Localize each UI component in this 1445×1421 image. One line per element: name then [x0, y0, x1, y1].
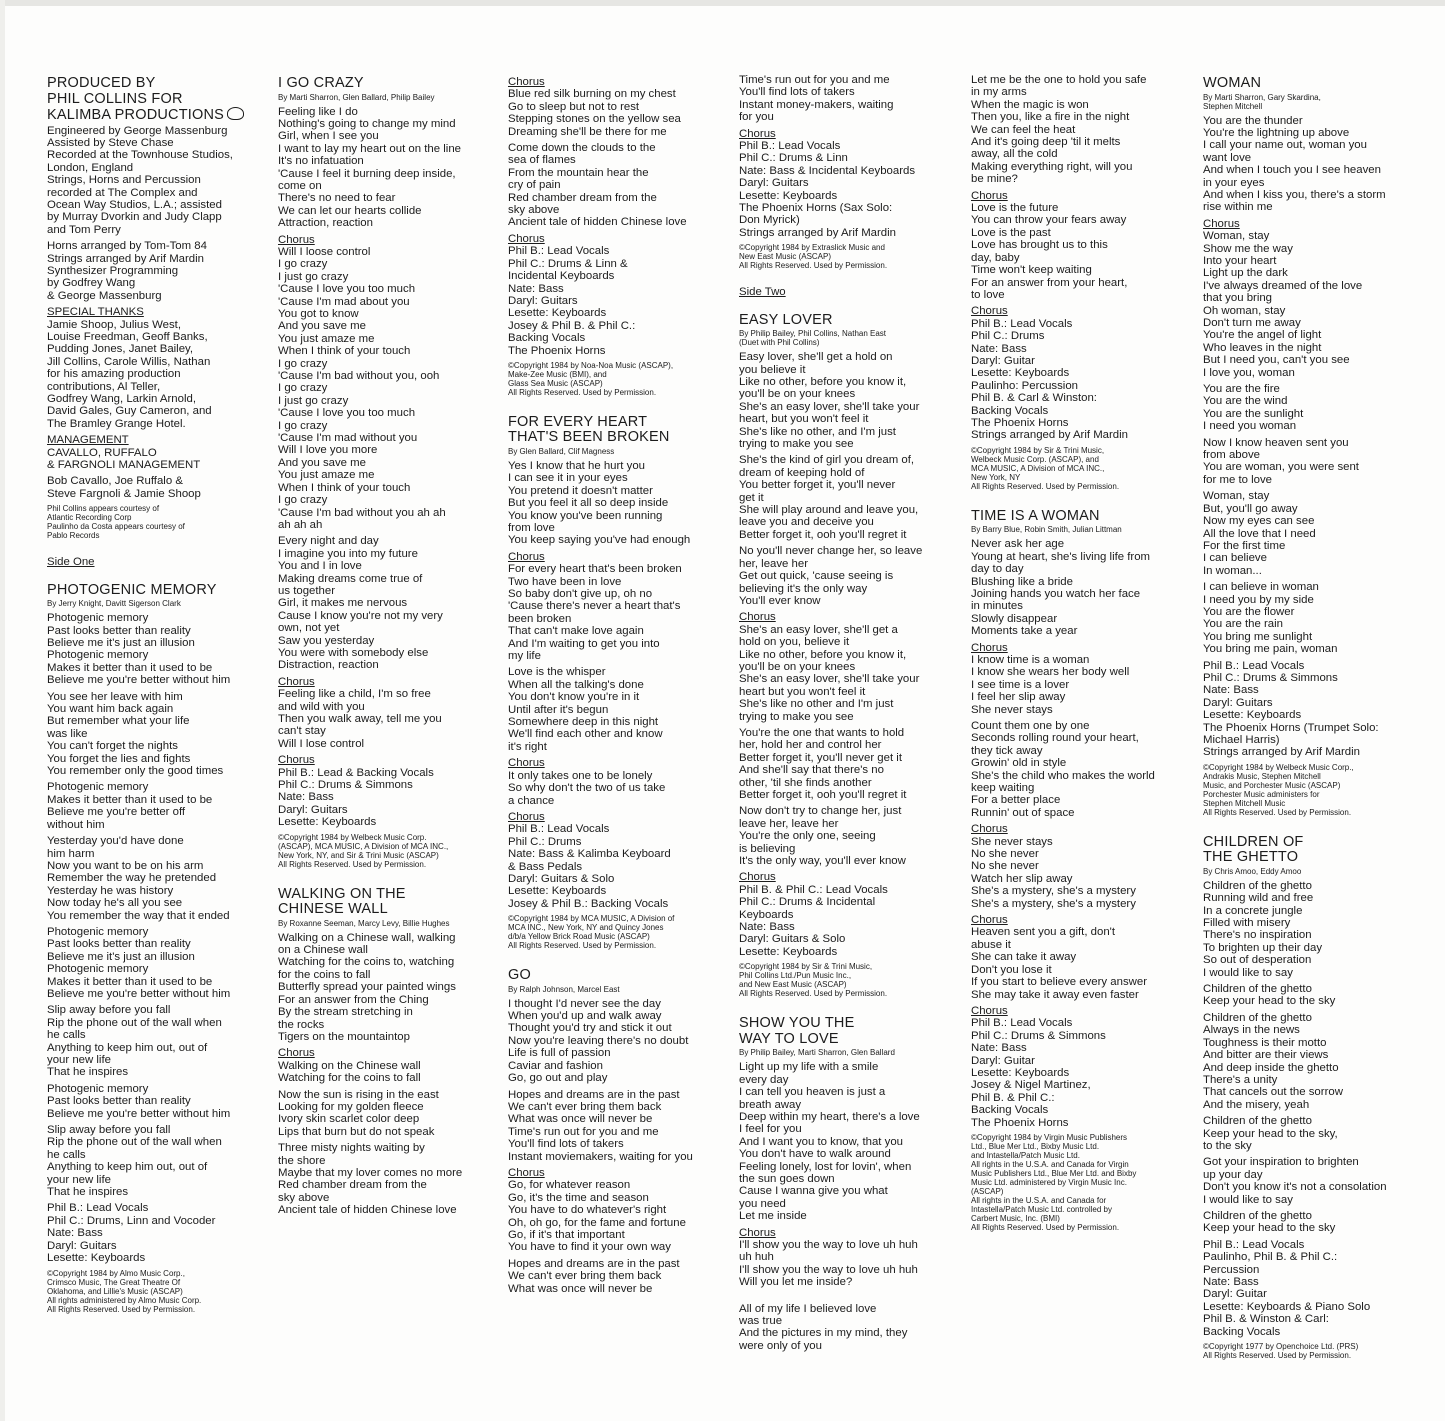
- songwriter-credit-text: By Glen Ballard, Clif Magness: [508, 446, 615, 456]
- lyric-stanza: [508, 563, 720, 662]
- lyric-stanza-text: Phil B.: Lead & Backing Vocals Phil C.: Drums & Simmons Nate: Bass Daryl: Guitars Lesette: Keyboards: [278, 766, 434, 829]
- lyric-stanza-text: Phil B.: Lead Vocals Phil C.: Drums & Linn Nate: Bass & Incidental Keyboards Daryl: Guitars Lesette: Keyboards The Phoenix Horns (Sax Solo: Don Myrick) Strings arranged by Arif Mardin: [739, 140, 916, 239]
- lyric-stanza: [1203, 660, 1415, 759]
- lyric-stanza-text: Love is the whisper When all the talking's done You don't know you're in it Until after it's begun Somewhere deep in this night We'll find each other and know it's right: [508, 666, 663, 753]
- lyric-stanza: [739, 1303, 951, 1353]
- lyric-stanza: [971, 720, 1183, 819]
- song-title-text: CHILDREN OF THE GHETTO: [1203, 833, 1304, 866]
- spacer: [739, 1004, 951, 1014]
- lyric-stanza: [971, 1017, 1183, 1129]
- song-title-text: FOR EVERY HEART THAT'S BEEN BROKEN: [508, 413, 670, 446]
- section-label-text: Chorus: [739, 1226, 776, 1239]
- song-title-text: EASY LOVER: [739, 311, 833, 328]
- lyric-stanza: [508, 823, 720, 910]
- spacer: [739, 1293, 951, 1303]
- lyric-stanza: [47, 1124, 259, 1198]
- songwriter-credit: [1203, 867, 1415, 876]
- lyric-stanza-text: For every heart that's been broken Two have been in love So baby don't give up, oh no 'Cause there's never a heart that's been broken That can't make love again And I'm waiting to get you into my life: [508, 563, 682, 663]
- section-label-text: Chorus: [508, 1166, 545, 1179]
- lyric-stanza-text: Let me be the one to hold you safe in my arms When the magic is won Then you, like a fire in the night We can feel the heat And it's going deep 'til it melts away, all the cold Making everything right, will you be mine?: [971, 74, 1147, 186]
- column-3: [508, 74, 720, 1414]
- section-label: [739, 1227, 951, 1239]
- side-label: [47, 556, 259, 568]
- copyright-notice-text: ©Copyright 1984 by Sir & Trini Music, Phil Collins Ltd./Pun Music Inc., and New East Music (ASCAP) All Rights Reserved. Used by Permission.: [739, 962, 888, 999]
- lyric-stanza-text: Children of the ghetto Keep your head to the sky: [1203, 983, 1336, 1008]
- lyric-stanza-text: Heaven sent you a gift, don't abuse it She can take it away Don't you lose it If you start to believe every answer She may take it away even faster: [971, 926, 1148, 1001]
- lyric-stanza: [47, 447, 259, 472]
- song-title: [739, 313, 951, 329]
- lyric-stanza-text: Count them one by one Seconds rolling round your heart, they tick away Growin' old in style She's the child who makes the world keep waiting For a better place Runnin' out of space: [971, 719, 1155, 819]
- lyric-stanza: [47, 319, 259, 431]
- song-title: [508, 968, 720, 984]
- lyric-stanza-text: No you'll never change her, so leave her, leave her Get out quick, 'cause seeing is believing it's the only way You'll ever know: [739, 545, 923, 607]
- copyright-notice-text: ©Copyright 1984 by Noa-Noa Music (ASCAP), Make-Zee Music (BMI), and Glass Sea Music (ASCAP) All Rights Reserved. Used by Permission.: [508, 360, 674, 397]
- lyric-stanza-text: Feeling like I do Nothing's going to change my mind Girl, when I see you I want to lay my heart out on the line It's no infatuation 'Cause I feel it burning deep inside, come on There's no need to fear We can let our hearts collide Attraction, reaction: [278, 105, 461, 230]
- section-label-text: Chorus: [1203, 217, 1240, 230]
- section-label-text: Chorus: [508, 550, 545, 563]
- lyric-stanza: [47, 125, 259, 237]
- spacer: [971, 497, 1183, 507]
- lyric-stanza-text: Got your inspiration to brighten up your day Don't you know it's not a consolation I would like to say: [1203, 1156, 1387, 1206]
- spacer: [508, 956, 720, 966]
- lyric-stanza-text: Phil B.: Lead Vocals Phil C.: Drums Nate: Bass Daryl: Guitar Lesette: Keyboards Paulinho: Percussion Phil B. & Carl & Winston: Backing Vocals The Phoenix Horns Strings arranged by Arif Mardin: [971, 317, 1129, 442]
- lyric-stanza: [47, 612, 259, 686]
- lyric-stanza: [739, 884, 951, 958]
- lyric-stanza: [47, 835, 259, 922]
- lyric-stanza-text: Phil B. & Phil C.: Lead Vocals Phil C.: Drums & Incidental Keyboards Nate: Bass Daryl: Guitars & Solo Lesette: Keyboards: [739, 883, 888, 958]
- lyric-stanza-text: Slip away before you fall Rip the phone out of the wall when he calls Anything to keep him out, out of your new life That he inspires: [47, 1004, 222, 1079]
- songwriter-credit: [508, 447, 720, 456]
- song-title: [278, 887, 490, 918]
- lyric-stanza: [1203, 1012, 1415, 1111]
- songwriter-credit: [47, 599, 259, 608]
- section-label: [508, 233, 720, 245]
- section-label-text: Chorus: [971, 641, 1008, 654]
- copyright-notice-text: Phil Collins appears courtesy of Atlantic Recording Corp Paulinho da Costa appears courtesy of Pablo Records: [47, 504, 185, 541]
- section-label-text: Chorus: [739, 871, 776, 884]
- lyric-stanza: [47, 781, 259, 831]
- lyric-stanza-text: Photogenic memory Past looks better than reality Believe me you're better without him: [47, 1082, 231, 1120]
- lyric-stanza: [739, 805, 951, 867]
- song-title-text: WOMAN: [1203, 75, 1262, 91]
- lyric-stanza-text: Bob Cavallo, Joe Ruffalo & Steve Fargnoli & Jamie Shoop: [47, 475, 201, 500]
- songwriter-credit-text: By Chris Amoo, Eddy Amoo: [1203, 866, 1302, 876]
- column-1: [47, 74, 259, 1414]
- lyric-stanza-text: Photogenic memory Past looks better than reality Believe me it's just an illusion Photogenic memory Makes it better than it used to be Believe me you're better without him: [47, 612, 231, 687]
- lyric-stanza-text: I know time is a woman I know she wears her body well I see time is a lover I feel her slip away She never stays: [971, 653, 1130, 716]
- lyric-stanza: [47, 926, 259, 1000]
- lyric-stanza: [508, 88, 720, 138]
- lyric-stanza-text: Phil B.: Lead Vocals Phil C.: Drums Nate: Bass & Kalimba Keyboard & Bass Pedals Daryl: Guitars & Solo Lesette: Keyboards Josey & Phil B.: Backing Vocals: [508, 823, 671, 910]
- section-label-text: Chorus: [278, 675, 315, 688]
- lyric-stanza-text: Children of the ghetto Keep your head to the sky, to the sky: [1203, 1115, 1338, 1152]
- column-4: [739, 74, 951, 1414]
- song-title-text: PHOTOGENIC MEMORY: [47, 581, 217, 598]
- lyric-stanza-text: She never stays No she never No she never Watch her slip away She's a mystery, she's a mystery She's a mystery, she's a mystery: [971, 835, 1136, 910]
- song-title: [1203, 835, 1415, 866]
- lyric-stanza-text: Feeling like a child, I'm so free and wild with you Then you walk away, tell me you can't stay Will I lose control: [278, 688, 442, 750]
- lyric-stanza-text: Photogenic memory Makes it better than it used to be Believe me you're better off without him: [47, 781, 213, 831]
- copyright-notice-text: ©Copyright 1984 by Welbeck Music Corp., Andrakis Music, Stephen Mitchell Music, and Porchester Music (ASCAP) Porchester Music administers for Stephen Mitchell Music All Rights Reserved. Used by Permission.: [1203, 762, 1354, 817]
- lyric-stanza: [1203, 1210, 1415, 1235]
- lyric-stanza: [1203, 383, 1415, 433]
- section-label: [971, 190, 1183, 202]
- lyric-stanza-text: Walking on a Chinese wall, walking on a Chinese wall Watching for the coins to, watching for the coins to fall Butterfly spread your painted wings For an answer from the Ching By the stream stretching in the rocks Tigers on the mountaintop: [278, 931, 456, 1043]
- song-title: [739, 1016, 951, 1047]
- copyright-notice-text: ©Copyright 1984 by Virgin Music Publishers Ltd., Blue Mer Ltd., Bixby Music Ltd. and Intastella/Patch Music Ltd. All rights in the U.S.A. and Canada for Virgin Music Publishers Ltd., Blue Mer Ltd. and Bixby Music Ltd. administered by Virgin Music Inc. (ASCAP) All rights in the U.S.A. and Canada for Intastella/Patch Music Ltd. controlled by Carbert Music, Inc. (BMI) All Rights Reserved. Used by Permission.: [971, 1132, 1137, 1232]
- song-title-text: SHOW YOU THE WAY TO LOVE: [739, 1015, 855, 1047]
- lyric-stanza: [1203, 983, 1415, 1008]
- paper-edge-top: [0, 0, 1445, 6]
- lyric-stanza-text: It only takes one to be lonely So why don't the two of us take a chance: [508, 769, 666, 807]
- copyright-notice: [1203, 1342, 1415, 1360]
- songwriter-credit: [739, 1048, 951, 1057]
- copyright-notice: [508, 361, 720, 397]
- lyric-stanza: [47, 691, 259, 778]
- section-label: [971, 1005, 1183, 1017]
- section-label-text: Chorus: [971, 823, 1008, 836]
- column-2: [278, 74, 490, 1414]
- copyright-notice: [508, 914, 720, 950]
- kalimba-logo-icon: [227, 107, 244, 120]
- lyric-stanza-text: You see her leave with him You want him back again But remember what your life was like You can't forget the nights You forget the lies and fights You remember only the good times: [47, 690, 224, 778]
- side-label: [739, 286, 951, 298]
- lyric-stanza-text: Come down the clouds to the sea of flames From the mountain hear the cry of pain Red chamber dream from the sky above Ancient tale of hidden Chinese love: [508, 142, 687, 229]
- copyright-notice: [739, 962, 951, 998]
- lyric-stanza: [278, 246, 490, 531]
- songwriter-credit: [1203, 93, 1415, 111]
- song-title: [47, 583, 259, 599]
- songwriter-credit: [971, 525, 1183, 534]
- section-label-text: Chorus: [971, 914, 1008, 927]
- side-label-text: Side Two: [739, 286, 786, 299]
- lyric-stanza: [278, 535, 490, 671]
- lyric-stanza: [47, 1004, 259, 1078]
- song-title-text: PRODUCED BY PHIL COLLINS FOR KALIMBA PRODUCTIONS: [47, 75, 225, 123]
- section-label: [47, 434, 259, 446]
- section-label-text: Chorus: [739, 611, 776, 624]
- side-label-text: Side One: [47, 556, 95, 569]
- song-title: [508, 415, 720, 446]
- lyric-stanza-text: Now I know heaven sent you from above You are woman, you were sent for me to love: [1203, 436, 1359, 486]
- lyric-stanza: [47, 1083, 259, 1120]
- lyric-stanza: [1203, 490, 1415, 577]
- songwriter-credit: [278, 93, 490, 102]
- lyric-stanza: [47, 240, 259, 302]
- lyric-stanza-text: Horns arranged by Tom-Tom 84 Strings arranged by Arif Mardin Synthesizer Programming by Godfrey Wang & George Massenburg: [47, 240, 207, 302]
- section-label-text: Chorus: [508, 757, 545, 770]
- lyric-stanza: [971, 318, 1183, 442]
- lyric-stanza-text: Yesterday you'd have done him harm Now you want to be on his arm Remember the way he pretended Yesterday he was history Now today he's all you see You remember the way that it ended: [47, 835, 230, 922]
- lyric-stanza: [1203, 1156, 1415, 1206]
- lyric-stanza: [1203, 581, 1415, 655]
- lyric-stanza: [739, 1061, 951, 1222]
- section-label: [508, 811, 720, 823]
- lyric-stanza-text: You are the fire You are the wind You are the sunlight I need you woman: [1203, 383, 1304, 433]
- lyric-stanza-text: She's the kind of girl you dream of, dream of keeping hold of You better forget it, you'll never get it She will play around and leave you, leave you and deceive you Better forget it, ooh you'll regret it: [739, 454, 919, 541]
- spacer: [278, 875, 490, 885]
- songwriter-credit-text: By Marti Sharron, Glen Ballard, Philip Bailey: [278, 92, 435, 102]
- lyric-stanza-text: CAVALLO, RUFFALO & FARGNOLI MANAGEMENT: [47, 446, 201, 472]
- copyright-notice-text: ©Copyright 1984 by Welbeck Music Corp. (ASCAP), MCA MUSIC, A Division of MCA INC., New York, NY, and Sir & Trini Music (ASCAP) All Rights Reserved. Used by Permission.: [278, 832, 449, 869]
- lyric-stanza-text: You are the thunder You're the lightning up above I call your name out, woman you want love And when I touch you I see heaven in your eyes And when I kiss you, there's a storm rise within me: [1203, 114, 1386, 214]
- lyric-stanza: [508, 666, 720, 753]
- column-5: [971, 74, 1183, 1414]
- section-label: [47, 306, 259, 318]
- copyright-notice-text: ©Copyright 1977 by Openchoice Ltd. (PRS) All Rights Reserved. Used by Permission.: [1203, 1342, 1359, 1361]
- section-label: [278, 1047, 490, 1059]
- lyric-stanza-text: I'll show you the way to love uh huh uh huh I'll show you the way to love uh huh Will you let me inside?: [739, 1238, 918, 1289]
- section-label-text: Chorus: [739, 127, 776, 140]
- lyric-stanza-text: Love is the future You can throw your fears away Love is the past Love has brought us to this day, baby Time won't keep waiting For an answer from your heart, to love: [971, 202, 1128, 301]
- copyright-notice: [47, 1269, 259, 1314]
- lyric-stanza-text: Engineered by George Massenburg Assisted by Steve Chase Recorded at the Townhouse Studios, London, England Strings, Horns and Percussion recorded at The Complex and Ocean Way Studios, L.A.; assisted by Murray Dvorkin and Judy Clapp and Tom Perry: [47, 124, 233, 236]
- lyric-stanza-text: Go, for whatever reason Go, it's the time and season You have to do whatever's right Oh, oh go, for the fame and fortune Go, if it's that important You have to find it your own way: [508, 1179, 686, 1254]
- lyric-stanza: [971, 926, 1183, 1000]
- lyric-stanza: [47, 1202, 259, 1264]
- lyric-stanza-text: Jamie Shoop, Julius West, Louise Freedman, Geoff Banks, Pudding Jones, Janet Bailey, Jill Collins, Carole Willis, Nathan for his amazing production contributions, Al Teller, Godfrey Wang, Larkin Arnold, David Gales, Guy Cameron, and The Bramley Grange Hotel.: [47, 318, 212, 430]
- section-label-text: MANAGEMENT: [47, 434, 129, 447]
- songwriter-credit: [278, 919, 490, 928]
- song-title-text: TIME IS A WOMAN: [971, 507, 1100, 524]
- lyric-stanza-text: Woman, stay But, you'll go away Now my eyes can see All the love that I need For the first time I can believe In woman...: [1203, 490, 1316, 577]
- lyric-stanza-text: Phil B.: Lead Vocals Paulinho, Phil B. & Phil C.: Percussion Nate: Bass Daryl: Guitar Lesette: Keyboards & Piano Solo Phil B. & Winston & Carl: Backing Vocals: [1203, 1238, 1371, 1338]
- lyric-stanza-text: Hopes and dreams are in the past We can't ever bring them back What was once will never be Time's run out for you and me You'll find lots of takers Instant moviemakers, waiting for you: [508, 1088, 693, 1163]
- lyric-stanza-text: Phil B.: Lead Vocals Phil C.: Drums & Simmons Nate: Bass Daryl: Guitars Lesette: Keyboards The Phoenix Horns (Trumpet Solo: Michael Harris) Strings arranged by Arif Mardin: [1203, 659, 1379, 759]
- lyric-stanza-text: Children of the ghetto Running wild and free In a concrete jungle Filled with misery There's no inspiration To brighten up their day So out of desperation I would like to say: [1203, 879, 1323, 979]
- lyric-stanza: [1203, 437, 1415, 487]
- lyric-stanza: [1203, 115, 1415, 214]
- copyright-notice-text: ©Copyright 1984 by Almo Music Corp., Crimsco Music, The Great Theatre Of Oklahoma, and Lillie's Music (ASCAP) All rights administered by Almo Music Corp. All Rights Reserved. Used by Permission.: [47, 1268, 202, 1314]
- lyric-stanza: [739, 727, 951, 801]
- section-label: [971, 823, 1183, 835]
- lyric-stanza: [278, 1142, 490, 1216]
- lyric-stanza: [278, 106, 490, 230]
- section-label: [278, 234, 490, 246]
- songwriter-credit: [739, 329, 951, 347]
- lyric-stanza-text: Blue red silk burning on my chest Go to sleep but not to rest Stepping stones on the yellow sea Dreaming she'll be there for me: [508, 88, 681, 138]
- lyric-stanza: [508, 460, 720, 547]
- lyric-stanza: [278, 688, 490, 750]
- songwriter-credit: [508, 985, 720, 994]
- lyric-stanza-text: Walking on the Chinese wall Watching for the coins to fall: [278, 1059, 421, 1085]
- section-label: [739, 871, 951, 883]
- spacer: [1203, 823, 1415, 833]
- section-label: [971, 914, 1183, 926]
- copyright-notice: [278, 833, 490, 869]
- section-label-text: Chorus: [278, 754, 315, 767]
- lyric-stanza: [508, 998, 720, 1085]
- lyric-stanza: [508, 1179, 720, 1253]
- lyric-stanza-text: I thought I'd never see the day When you'd up and walk away Thought you'd try and stick it out Now you're leaving there's no doubt Life is full of passion Caviar and fashion Go, go out and play: [508, 997, 689, 1085]
- lyric-stanza: [1203, 1115, 1415, 1152]
- lyric-stanza-text: Yes I know that he hurt you I can see it in your eyes You pretend it doesn't matter But you feel it all so deep inside You know you've been running from love You keep saying you've had enough: [508, 459, 691, 547]
- lyric-stanza: [971, 654, 1183, 716]
- copyright-notice-text: ©Copyright 1984 by Sir & Trini Music, Welbeck Music Corp. (ASCAP), and MCA MUSIC, A Division of MCA INC., New York, NY All Rights Reserved. Used by Permission.: [971, 445, 1120, 491]
- song-title: [47, 76, 259, 124]
- lyric-stanza: [47, 475, 259, 500]
- lyric-stanza-text: Phil B.: Lead Vocals Phil C.: Drums, Linn and Vocoder Nate: Bass Daryl: Guitars Lesette: Keyboards: [47, 1202, 216, 1265]
- section-label: [508, 76, 720, 88]
- lyric-stanza-text: Children of the ghetto Always in the news Toughness is their motto And bitter are their views And deep inside the ghetto There's a unity That cancels out the sorrow And the misery, yeah: [1203, 1011, 1343, 1111]
- lyric-stanza: [278, 932, 490, 1044]
- lyric-stanza-text: Phil B.: Lead Vocals Phil C.: Drums & Linn & Incidental Keyboards Nate: Bass Daryl: Guitars Lesette: Keyboards Josey & Phil B. & Phil C.: Backing Vocals The Phoenix Horns: [508, 245, 636, 357]
- section-label: [739, 128, 951, 140]
- section-label-text: Chorus: [508, 76, 545, 88]
- lyric-stanza-text: Children of the ghetto Keep your head to the sky: [1203, 1209, 1336, 1235]
- lyric-stanza: [739, 140, 951, 239]
- section-label: [971, 305, 1183, 317]
- song-title: [278, 76, 490, 92]
- lyric-stanza-text: Now don't try to change her, just leave her, leave her You're the only one, seeing is believing It's the only way, you'll ever know: [739, 805, 906, 868]
- section-label-text: Chorus: [971, 1004, 1008, 1017]
- lyric-stanza: [508, 142, 720, 229]
- lyric-stanza-text: I can believe in woman I need you by my side You are the flower You are the rain You bring me sunlight You bring me pain, woman: [1203, 581, 1338, 656]
- lyric-stanza: [739, 74, 951, 124]
- section-label-text: SPECIAL THANKS: [47, 306, 144, 319]
- lyric-stanza: [739, 454, 951, 541]
- song-title-text: I GO CRAZY: [278, 75, 364, 91]
- copyright-notice: [1203, 763, 1415, 817]
- lyric-stanza: [971, 74, 1183, 186]
- songwriter-credit-text: By Ralph Johnson, Marcel East: [508, 984, 620, 994]
- section-label-text: Chorus: [278, 1047, 315, 1060]
- song-title: [1203, 76, 1415, 92]
- lyric-stanza: [971, 836, 1183, 910]
- lyric-stanza: [971, 202, 1183, 301]
- lyric-stanza: [508, 245, 720, 357]
- lyric-stanza: [508, 1258, 720, 1295]
- lyric-stanza: [1203, 880, 1415, 979]
- lyric-stanza-text: Photogenic memory Past looks better than reality Believe me it's just an illusion Photogenic memory Makes it better than it used to be Believe me you're better without him: [47, 925, 231, 1000]
- section-label: [739, 611, 951, 623]
- lyric-stanza-text: Hopes and dreams are in the past We can't ever bring them back What was once will never be: [508, 1257, 680, 1295]
- section-label: [508, 1167, 720, 1179]
- lyric-stanza: [1203, 230, 1415, 379]
- lyric-stanza: [278, 767, 490, 829]
- songwriter-credit-text: By Roxanne Seeman, Marcy Levy, Billie Hughes: [278, 918, 450, 928]
- section-label-text: Chorus: [278, 233, 315, 246]
- lyric-stanza: [739, 545, 951, 607]
- lyric-stanza-text: Every night and day I imagine you into my future You and I in love Making dreams come true of us together Girl, it makes me nervous Cause I know you're not my very own, not yet Saw you yesterday You were with somebody else Distraction, reaction: [278, 535, 443, 672]
- section-label-text: Chorus: [971, 189, 1008, 202]
- lyric-stanza: [971, 538, 1183, 637]
- lyric-stanza: [508, 770, 720, 807]
- section-label: [971, 642, 1183, 654]
- section-label: [508, 551, 720, 563]
- copyright-notice: [971, 446, 1183, 491]
- lyric-stanza-text: Woman, stay Show me the way Into your heart Light up the dark I've always dreamed of the love that you bring Oh woman, stay Don't turn me away You're the angel of light Who leaves in the night But I need you, can't you see I love you, woman: [1203, 230, 1363, 379]
- copyright-notice: [739, 243, 951, 270]
- lyric-stanza-text: All of my life I believed love was true And the pictures in my mind, they were only of you: [739, 1302, 908, 1352]
- lyric-stanza-text: Now the sun is rising in the east Looking for my golden fleece Ivory skin scarlet color deep Lips that burn but do not speak: [278, 1088, 439, 1138]
- lyric-stanza-text: Easy lover, she'll get a hold on you believe it Like no other, before you know it, you'll be on your knees She's an easy lover, she'll take your heart, but you won't feel it She's like no other, and I'm just trying to make you see: [739, 351, 920, 451]
- lyric-stanza-text: Slip away before you fall Rip the phone out of the wall when he calls Anything to keep him out, out of your new life That he inspires: [47, 1124, 222, 1199]
- copyright-notice: [971, 1133, 1183, 1232]
- lyric-stanza: [278, 1060, 490, 1085]
- songwriter-credit-text: By Jerry Knight, Davitt Sigerson Clark: [47, 599, 181, 609]
- paper-edge-left: [0, 0, 5, 1421]
- lyric-stanza-text: Light up my life with a smile every day I can tell you heaven is just a breath away Deep within my heart, there's a love I feel for you And I want you to know, that you You don't have to walk around Feeling lonely, lost for lovin', when the sun goes down Cause I wanna give you what you need Let me inside: [739, 1061, 920, 1223]
- lyric-stanza-text: She's an easy lover, she'll get a hold on you, believe it Like no other, before you know it, you'll be on your knees She's an easy lover, she'll take your heart but you won't feel it She's like no other and I'm just trying to make you see: [739, 623, 920, 723]
- song-title: [971, 509, 1183, 525]
- lyric-stanza-text: You're the one that wants to hold her, hold her and control her Better forget it, you'll never get it And she'll say that there's no other, 'til she finds another Better forget it, ooh you'll regret it: [739, 726, 907, 801]
- section-label: [1203, 218, 1415, 230]
- spacer: [508, 403, 720, 413]
- copyright-notice-text: ©Copyright 1984 by MCA MUSIC, A Division of MCA INC., New York, NY and Quincy Jones d/b/a Yellow Brick Road Music (ASCAP) All Rights Reserved. Used by Permission.: [508, 914, 675, 951]
- column-6: [1203, 74, 1415, 1414]
- lyric-stanza-text: Never ask her age Young at heart, she's living life from day to day Blushing like a bride Joining hands you watch her face in minutes Slowly disappear Moments take a year: [971, 538, 1151, 638]
- section-label-text: Chorus: [508, 232, 545, 245]
- lyric-stanza: [1203, 1239, 1415, 1338]
- songwriter-credit-text: By Marti Sharron, Gary Skardina, Stephen Mitchell: [1203, 92, 1321, 111]
- songwriter-credit-text: By Philip Bailey, Marti Sharron, Glen Ballard: [739, 1048, 895, 1058]
- lyric-stanza: [278, 1089, 490, 1139]
- lyric-stanza: [739, 1239, 951, 1289]
- songwriter-credit-text: By Barry Blue, Robin Smith, Julian Littman: [971, 525, 1122, 535]
- lyric-stanza-text: Three misty nights waiting by the shore Maybe that my lover comes no more Red chamber dream from the sky above Ancient tale of hidden Chinese love: [278, 1142, 463, 1217]
- songwriter-credit-text: By Philip Bailey, Phil Collins, Nathan East (Duet with Phil Collins): [739, 329, 887, 348]
- lyric-stanza-text: Will I loose control I go crazy I just go crazy 'Cause I love you too much 'Cause I'm mad about you You got to know And you save me You just amaze me When I think of your touch I go crazy 'Cause I'm bad without you, ooh I go crazy I just go crazy 'Cause I love you too much I go crazy 'Cause I'm mad without you Will I love you more And you save me You just amaze me When I think of your touch I go crazy 'Cause I'm bad without you ah ah ah ah ah: [278, 245, 446, 531]
- copyright-notice-text: ©Copyright 1984 by Extraslick Music and New East Music (ASCAP) All Rights Reserved. Used by Permission.: [739, 243, 888, 271]
- song-title-text: WALKING ON THE CHINESE WALL: [278, 885, 406, 918]
- lyric-stanza: [739, 351, 951, 450]
- section-label: [278, 754, 490, 766]
- lyric-stanza-text: Time's run out for you and me You'll find lots of takers Instant money-makers, waiting for you: [739, 74, 894, 124]
- section-label-text: Chorus: [508, 810, 545, 823]
- lyric-stanza: [508, 1089, 720, 1163]
- song-title-text: GO: [508, 967, 531, 984]
- copyright-notice: [47, 504, 259, 540]
- section-label: [508, 757, 720, 769]
- lyric-stanza-text: Phil B.: Lead Vocals Phil C.: Drums & Simmons Nate: Bass Daryl: Guitar Lesette: Keyboards Josey & Nigel Martinez, Phil B. & Phil C.: Backing Vocals The Phoenix Horns: [971, 1017, 1106, 1129]
- section-label: [278, 676, 490, 688]
- lyric-stanza: [739, 624, 951, 723]
- section-label-text: Chorus: [971, 305, 1008, 318]
